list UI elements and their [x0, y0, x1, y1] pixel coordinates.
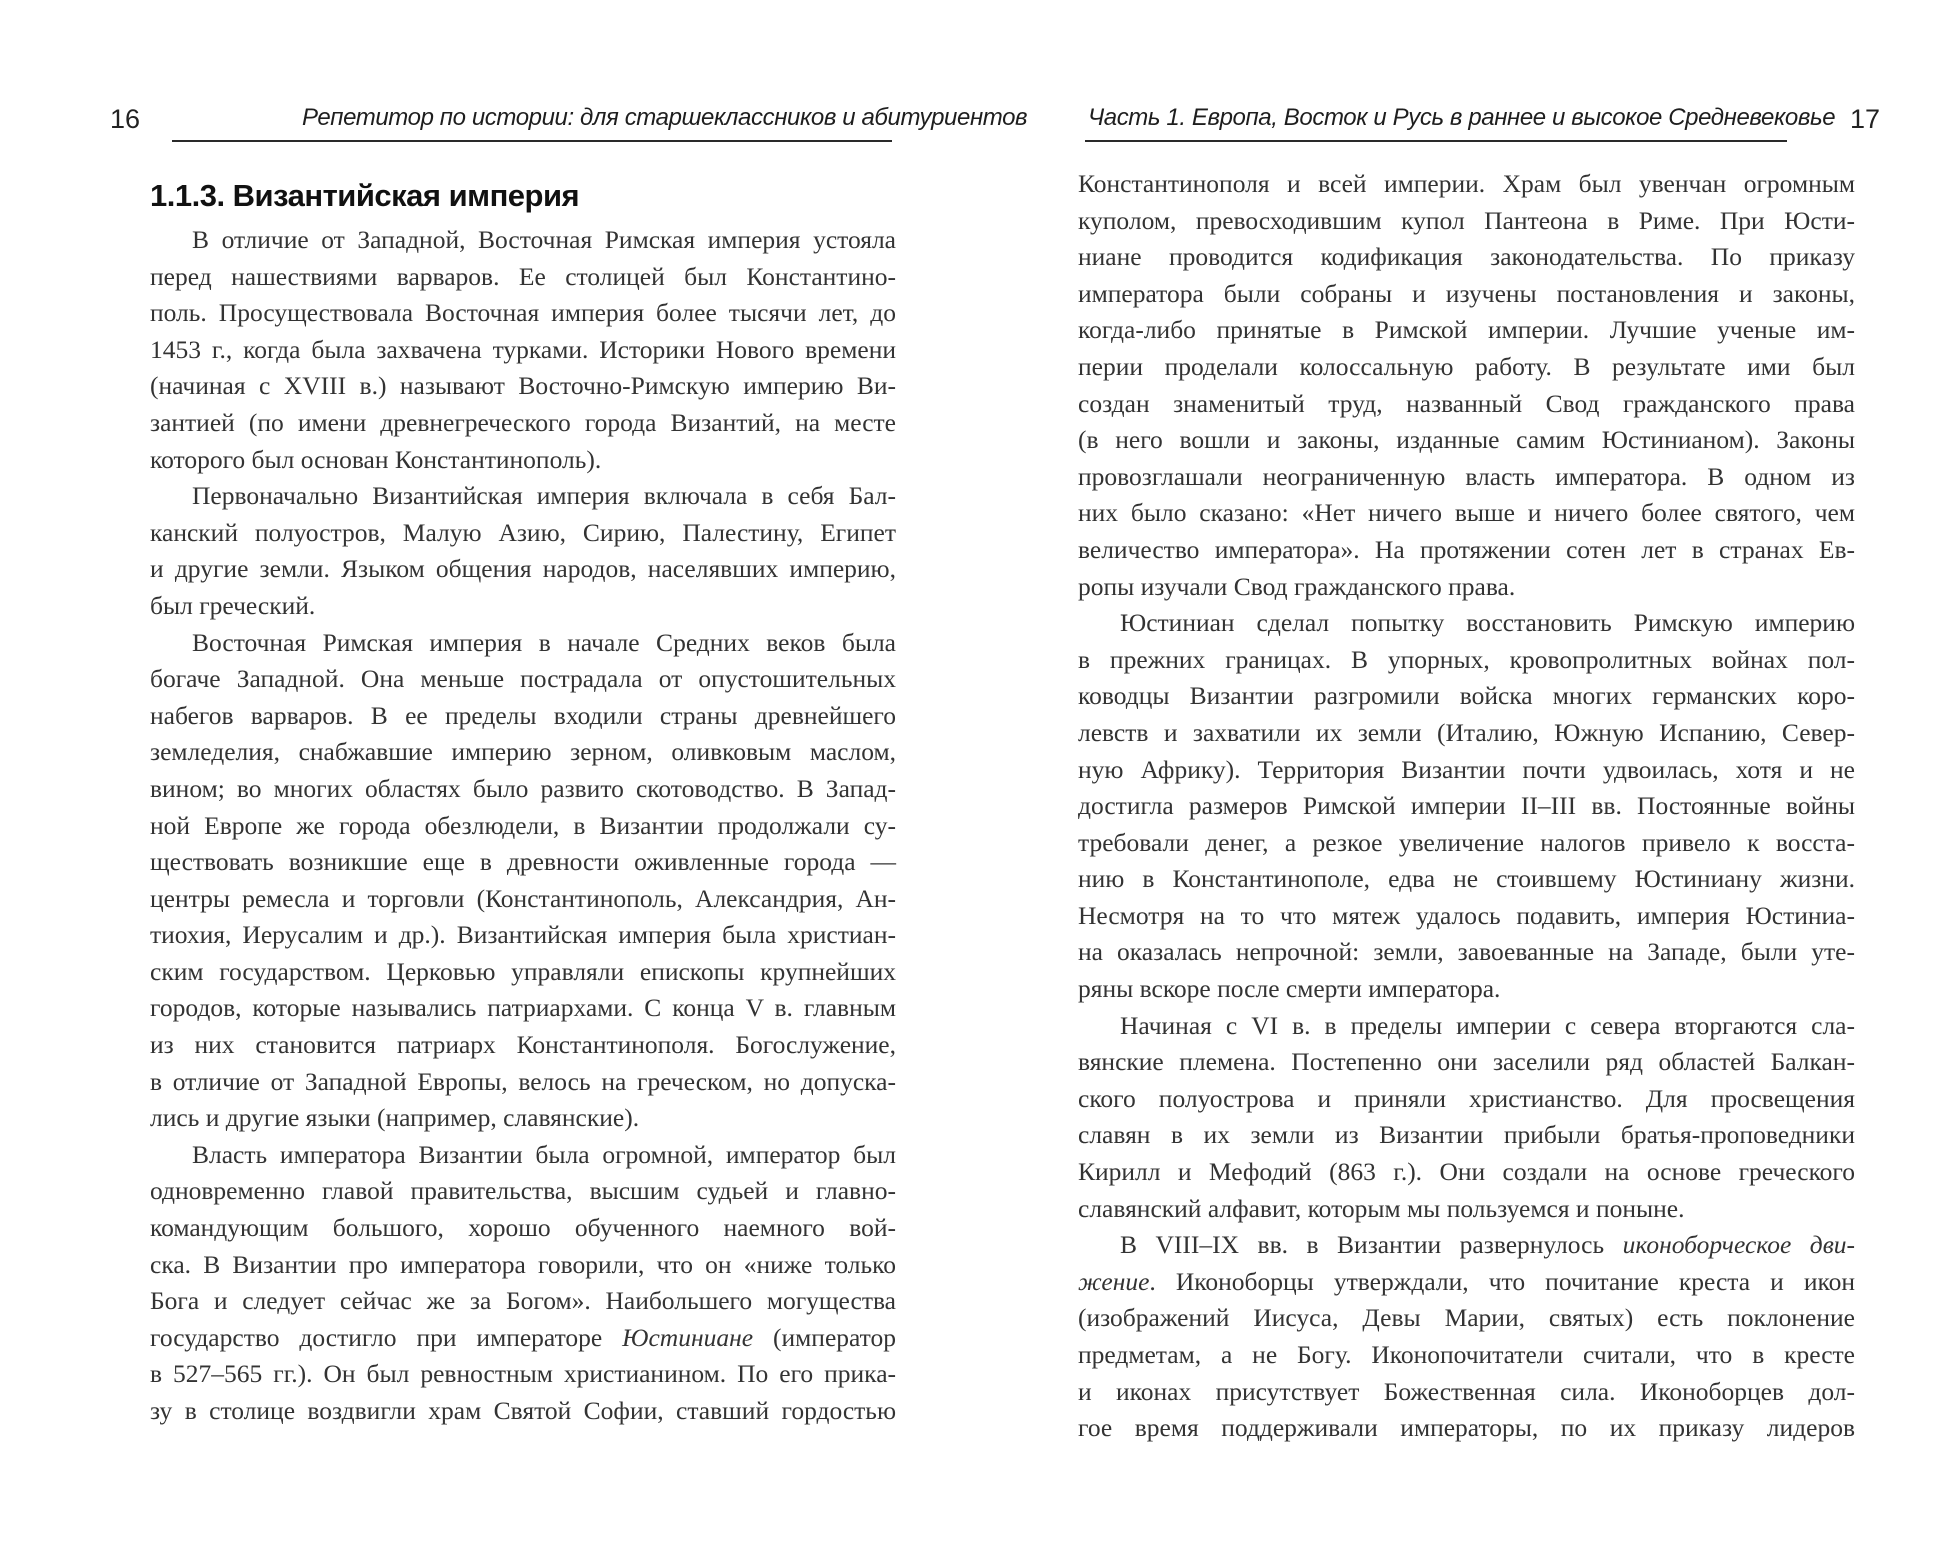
text-line: вянские племена. Постепенно они заселили ряд областей Балкан-	[1078, 1047, 1855, 1077]
text-line: гое время поддерживали императоры, по их приказу лидеров	[1078, 1413, 1855, 1443]
text-line: из них становится патриарх Константинополя. Богослужение,	[150, 1030, 896, 1060]
text-line: вином; во многих областях было развито скотоводство. В Запад-	[150, 773, 896, 803]
text-line: ниане проводится кодификация законодательства. По приказу	[1078, 242, 1855, 272]
text-line: создан знаменитый труд, названный Свод гражданского права	[1078, 388, 1855, 418]
text-line: поль. Просуществовала Восточная империя более тысячи лет, до	[150, 298, 896, 328]
text-line: перед нашествиями варваров. Ее столицей был Константино-	[150, 261, 896, 291]
text-line: величество императора». На протяжении сотен лет в странах Ев-	[1078, 534, 1855, 564]
text-line: них было сказано: «Нет ничего выше и ничего более святого, чем	[1078, 498, 1855, 528]
text-line: ществовать возникшие еще в древности оживленные города —	[150, 847, 896, 877]
text-line: жение. Иконоборцы утверждали, что почитание креста и икон	[1078, 1266, 1855, 1296]
text-line: государство достигло при императоре Юстиниане (император	[150, 1322, 896, 1352]
text-line: левств и захватили их земли (Италию, Южную Испанию, Север-	[1078, 717, 1855, 747]
running-head: Часть 1. Европа, Восток и Русь в раннее и высокое Средневековье	[1088, 104, 1836, 131]
text-line: требовали денег, а резкое увеличение налогов привело к восста-	[1078, 827, 1855, 857]
text-line: на оказалась непрочной: земли, завоеванные на Западе, были уте-	[1078, 937, 1855, 967]
text-line: славянский алфавит, которым мы пользуемся и поныне.	[1078, 1193, 1685, 1223]
text-line: провозглашали неограниченную власть императора. В одном из	[1078, 461, 1855, 491]
text-line: набегов варваров. В ее пределы входили страны древнейшего	[150, 700, 896, 730]
text-line: императора были собраны и изучены постановления и законы,	[1078, 278, 1855, 308]
text-line: когда-либо принятые в Римской империи. Лучшие ученые им-	[1078, 315, 1855, 345]
text-line: городов, которые назывались патриархами. С конца V в. главным	[150, 993, 896, 1023]
text-line: В отличие от Западной, Восточная Римская империя устояла	[192, 225, 896, 254]
text-line: (изображений Иисуса, Девы Марии, святых) есть поклонение	[1078, 1303, 1855, 1333]
text-line: В VIII–IX вв. в Византии развернулось иконоборческое дви-	[1120, 1230, 1855, 1260]
text-line: ского полуострова и приняли христианство. Для просвещения	[1078, 1083, 1855, 1113]
text-line: земледелия, снабжавшие империю зерном, оливковым маслом,	[150, 737, 896, 767]
text-line: (в него вошли и законы, изданные самим Юстинианом). Законы	[1078, 425, 1855, 455]
text-line: и иконах присутствует Божественная сила. Иконоборцев дол-	[1078, 1376, 1855, 1406]
header-rule	[1085, 140, 1787, 142]
text-line: которого был основан Константинополь).	[150, 444, 602, 474]
text-line: одновременно главой правительства, высшим судьей и главно-	[150, 1176, 896, 1206]
text-line: нию в Константинополе, едва не стоившему Юстиниану жизни.	[1078, 864, 1855, 894]
text-line: Юстиниан сделал попытку восстановить Римскую империю	[1120, 608, 1855, 638]
text-line: в отличие от Западной Европы, велось на греческом, но допуска-	[150, 1066, 896, 1096]
body-text	[150, 222, 896, 1430]
text-line: тиохия, Иерусалим и др.). Византийская империя была христиан-	[150, 920, 896, 950]
text-line: богаче Западной. Она меньше пострадала от опустошительных	[150, 664, 896, 694]
page-number: 16	[110, 104, 141, 134]
text-line: зу в столице воздвигли храм Святой Софии, ставший гордостью	[150, 1396, 896, 1425]
text-line: Бога и следует сейчас же за Богом». Наибольшего могущества	[150, 1286, 896, 1316]
text-line: канский полуостров, Малую Азию, Сирию, Палестину, Египет	[150, 517, 896, 547]
text-line: Кирилл и Мефодий (863 г.). Они создали на основе греческого	[1078, 1157, 1855, 1187]
text-line: куполом, превосходившим купол Пантеона в Риме. При Юсти-	[1078, 205, 1855, 235]
body-text	[1078, 166, 1855, 1447]
text-line: Власть императора Византии была огромной, император был	[192, 1139, 896, 1169]
text-line: Первоначально Византийская империя включала в себя Бал-	[192, 481, 896, 511]
text-line: 1453 г., когда была захвачена турками. Историки Нового времени	[150, 334, 896, 364]
text-line: предметам, а не Богу. Иконопочитатели считали, что в кресте	[1078, 1340, 1855, 1369]
text-line: ропы изучали Свод гражданского права.	[1078, 571, 1516, 601]
text-line: славян в их земли из Византии прибыли братья-проповедники	[1078, 1120, 1855, 1150]
text-line: (начиная с XVIII в.) называют Восточно-Римскую империю Ви-	[150, 371, 896, 401]
page-number: 17	[1850, 104, 1881, 134]
text-line: лись и другие языки (например, славянские).	[150, 1103, 640, 1133]
text-line: ную Африку). Территория Византии почти удвоилась, хотя и не	[1078, 754, 1855, 784]
text-line: ска. В Византии про императора говорили, что он «ниже только	[150, 1249, 896, 1279]
text-line: Начиная с VI в. в пределы империи с севера вторгаются сла-	[1120, 1010, 1855, 1040]
text-line: ной Европе же города обезлюдели, в Византии продолжали су-	[150, 810, 896, 840]
text-line: перии проделали колоссальную работу. В результате ими был	[1078, 351, 1855, 381]
text-line: и другие земли. Языком общения народов, населявших империю,	[150, 554, 896, 584]
text-line: Константинополя и всей империи. Храм был увенчан огромным	[1078, 169, 1855, 198]
section-title: 1.1.3. Византийская империя	[150, 178, 580, 213]
text-line: командующим большого, хорошо обученного наемного вой-	[150, 1213, 896, 1243]
running-head: Репетитор по истории: для старшеклассников и абитуриентов	[302, 104, 1028, 131]
text-line: Восточная Римская империя в начале Средних веков была	[192, 627, 896, 657]
text-line: достигла размеров Римской империи II–III вв. Постоянные войны	[1078, 791, 1855, 821]
text-line: центры ремесла и торговли (Константинополь, Александрия, Ан-	[150, 883, 896, 913]
header-rule	[172, 140, 892, 142]
text-line: был греческий.	[150, 590, 316, 620]
text-line: Несмотря на то что мятеж удалось подавить, империя Юстиниа-	[1078, 900, 1855, 930]
text-line: ряны вскоре после смерти императора.	[1078, 974, 1501, 1004]
text-line: в прежних границах. В упорных, кровопролитных войнах пол-	[1078, 644, 1855, 674]
text-line: в 527–565 гг.). Он был ревностным христианином. По его прика-	[150, 1359, 896, 1389]
text-line: зантией (по имени древнегреческого города Византий, на месте	[150, 407, 896, 437]
text-line: ководцы Византии разгромили войска многих германских коро-	[1078, 681, 1855, 711]
text-line: ским государством. Церковью управляли епископы крупнейших	[150, 956, 896, 986]
right-page	[970, 0, 1940, 1548]
